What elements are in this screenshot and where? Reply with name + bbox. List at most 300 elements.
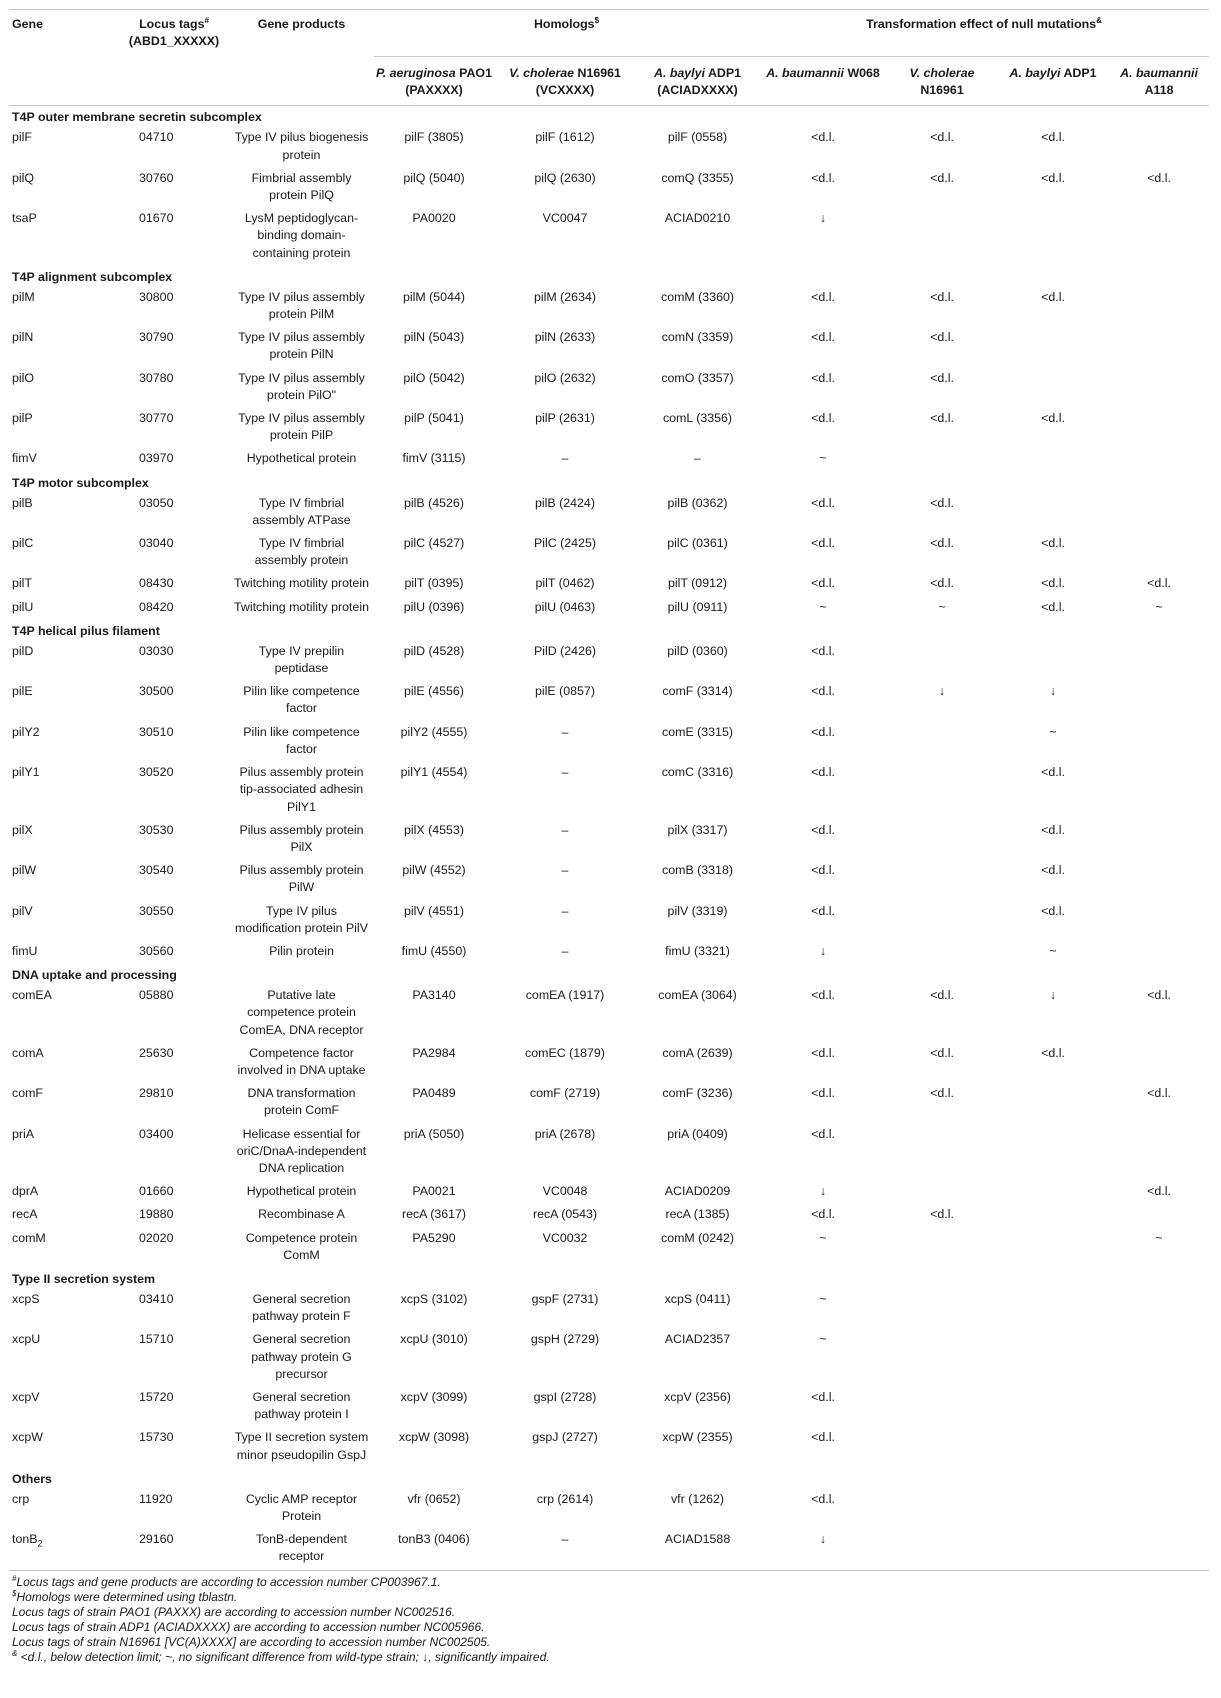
pao1-cell: pilY1 (4554)	[400, 765, 468, 780]
vc-cell: –	[561, 903, 569, 918]
locus-cell: 30800	[139, 289, 174, 304]
vc-cell: pilN (2633)	[534, 330, 596, 345]
footnote-line	[12, 1635, 1209, 1650]
header-products: Gene products	[257, 17, 346, 31]
locus-cell: 30790	[139, 330, 174, 345]
t4-cell	[1109, 448, 1209, 471]
product-cell: Fimbrial assembly protein PilQ	[251, 170, 352, 203]
vc-cell: pilT (0462)	[535, 576, 595, 591]
adp1-cell: xcpV (2356)	[664, 1389, 731, 1404]
table-row	[9, 762, 1209, 820]
gene-name: pilU	[12, 599, 34, 614]
locus-cell: 04710	[139, 130, 174, 145]
locus-cell: 03030	[139, 643, 174, 658]
t2-cell	[887, 820, 997, 860]
t4-cell: <d.l.	[1147, 1086, 1171, 1101]
t4-cell	[1109, 820, 1209, 860]
pao1-cell: PA0489	[412, 1086, 456, 1101]
locus-cell: 02020	[139, 1230, 174, 1245]
t1-species: A. baumannii	[766, 66, 844, 80]
vc-cell: –	[561, 765, 569, 780]
gene-cell	[9, 1181, 119, 1204]
vc-cell: recA (0543)	[532, 1207, 598, 1222]
product-cell: General secretion pathway protein F	[252, 1291, 351, 1324]
gene-cell	[9, 1204, 119, 1227]
t1-cell: <d.l.	[811, 411, 835, 426]
t1-cell: ↓	[819, 211, 827, 226]
table-row	[9, 533, 1209, 573]
gene-name: xcpS	[12, 1291, 40, 1306]
t1-cell: <d.l.	[811, 822, 835, 837]
t3-cell	[997, 1181, 1109, 1204]
pao1-cell: vfr (0652)	[407, 1491, 461, 1506]
product-cell: Competence factor involved in DNA uptake	[237, 1045, 366, 1077]
t4-cell	[1109, 1387, 1209, 1427]
product-cell: TonB-dependent receptor	[256, 1532, 347, 1564]
vc-cell: pilE (0857)	[535, 684, 595, 699]
t2-cell	[887, 941, 997, 964]
product-cell: Recombinase A	[258, 1207, 345, 1222]
t4-cell	[1109, 127, 1209, 167]
vc-cell: pilP (2631)	[535, 411, 595, 426]
pao1-cell: PA0021	[412, 1184, 456, 1199]
gene-cell	[9, 168, 119, 208]
pao1-cell: pilM (5044)	[403, 289, 465, 304]
t4-cell	[1109, 901, 1209, 941]
adp1-cell: pilC (0361)	[667, 536, 728, 551]
gene-cell	[9, 573, 119, 596]
t2-cell	[887, 1529, 997, 1570]
t2-cell	[887, 1289, 997, 1329]
adp1-cell: comF (3236)	[662, 1086, 733, 1101]
t2-cell: ~	[938, 599, 946, 614]
locus-cell: 30770	[139, 411, 174, 426]
t1-cell: <d.l.	[811, 130, 835, 145]
table-row	[9, 985, 1209, 1043]
header-homologs-sup: $	[594, 15, 600, 25]
gene-cell	[9, 597, 119, 620]
header-transformation-label: Transformation effect of null mutations	[866, 17, 1097, 31]
locus-cell: 29160	[139, 1532, 174, 1547]
header-t3	[997, 57, 1109, 106]
t3-cell: <d.l.	[1041, 536, 1065, 551]
gene-name: pilY2	[12, 724, 40, 739]
t1-cell: <d.l.	[811, 684, 835, 699]
gene-cell	[9, 762, 119, 820]
adp1-cell: ACIAD0210	[664, 211, 731, 226]
vc-tag: (VCXXXX)	[535, 83, 595, 98]
t2-cell	[887, 1387, 997, 1427]
t3-cell: ↓	[1049, 684, 1057, 699]
header-t2	[887, 57, 997, 106]
section-header	[9, 106, 1209, 128]
vc-cell: VC0032	[542, 1230, 588, 1245]
header-blank	[119, 57, 229, 106]
gene-cell	[9, 208, 119, 266]
table-row	[9, 641, 1209, 681]
t4-cell	[1109, 1529, 1209, 1570]
t4-cell	[1109, 722, 1209, 762]
pao1-cell: pilV (4551)	[404, 903, 464, 918]
pao1-cell: pilB (4526)	[404, 495, 464, 510]
locus-cell: 30500	[139, 684, 174, 699]
vc-cell: PilD (2426)	[534, 643, 596, 658]
gene-cell	[9, 327, 119, 367]
t1-cell: <d.l.	[811, 643, 835, 658]
gene-cell	[9, 1387, 119, 1427]
gene-cell	[9, 493, 119, 533]
vc-cell: gspJ (2727)	[532, 1430, 598, 1445]
t2-cell	[887, 1124, 997, 1182]
t4-cell	[1109, 1204, 1209, 1227]
adp1-cell: fimU (3321)	[665, 943, 730, 958]
t2-cell: <d.l.	[930, 130, 954, 145]
t3-cell	[997, 1329, 1109, 1387]
t4-cell	[1109, 327, 1209, 367]
pao1-strain: PAO1	[459, 66, 492, 80]
table-row	[9, 1124, 1209, 1182]
t2-cell	[887, 722, 997, 762]
adp1-tag: (ACIADXXXX)	[657, 83, 738, 98]
t1-cell: <d.l.	[811, 576, 835, 591]
vc-cell: pilU (0463)	[534, 599, 596, 614]
gene-cell	[9, 722, 119, 762]
locus-cell: 15730	[139, 1430, 174, 1445]
header-transformation-sup: &	[1096, 15, 1102, 25]
t3-species: A. baylyi	[1009, 66, 1061, 80]
vc-cell: crp (2614)	[536, 1491, 594, 1506]
t3-cell: <d.l.	[1041, 599, 1065, 614]
t3-cell: <d.l.	[1041, 576, 1065, 591]
t1-cell: <d.l.	[811, 1389, 835, 1404]
t2-species: V. cholerae	[909, 66, 975, 80]
t2-cell	[887, 641, 997, 681]
t3-cell: <d.l.	[1041, 863, 1065, 878]
adp1-cell: comC (3316)	[661, 765, 734, 780]
pao1-cell: PA2984	[412, 1045, 456, 1060]
t3-cell: ~	[1049, 724, 1057, 739]
t3-cell: <d.l.	[1041, 1045, 1065, 1060]
adp1-cell: comE (3315)	[662, 724, 733, 739]
vc-cell: comF (2719)	[529, 1086, 601, 1101]
pao1-species: P. aeruginosa	[376, 66, 456, 80]
t1-strain: W068	[847, 66, 880, 80]
t1-cell: <d.l.	[811, 289, 835, 304]
product-cell: Pilus assembly protein PilW	[239, 863, 364, 895]
adp1-cell: comQ (3355)	[661, 170, 734, 185]
vc-cell: VC0047	[542, 211, 588, 226]
gene-cell	[9, 1427, 119, 1467]
t2-cell: <d.l.	[930, 289, 954, 304]
gene-name: priA	[12, 1126, 35, 1141]
t2-cell: <d.l.	[930, 988, 954, 1003]
locus-cell: 03970	[139, 451, 174, 466]
t1-cell: <d.l.	[811, 495, 835, 510]
vc-cell: pilF (1612)	[535, 130, 595, 145]
t3-cell	[997, 1427, 1109, 1467]
pao1-cell: xcpS (3102)	[400, 1291, 468, 1306]
footnote-text: <d.l., below detection limit; ~, no significant difference from wild-type strain; ↓, significantly impaired.	[17, 1649, 550, 1664]
pao1-cell: xcpW (3098)	[398, 1430, 470, 1445]
t4-cell: <d.l.	[1147, 988, 1171, 1003]
product-cell: LysM peptidoglycan-binding domain-containing protein	[244, 211, 359, 260]
table-row	[9, 448, 1209, 471]
t4-cell: <d.l.	[1147, 1184, 1171, 1199]
footnote-text: Locus tags of strain N16961 [VC(A)XXXX] are according to accession number NC002505.	[12, 1634, 491, 1649]
gene-cell	[9, 1043, 119, 1083]
adp1-strain: ADP1	[707, 66, 742, 80]
t1-cell: ↓	[819, 943, 827, 958]
header-locus-sup: #	[204, 15, 209, 25]
t2-cell: <d.l.	[930, 536, 954, 551]
locus-cell: 30510	[139, 724, 174, 739]
footnote-marker: &	[12, 1648, 18, 1658]
t4-cell	[1109, 533, 1209, 573]
table-row	[9, 493, 1209, 533]
vc-cell: –	[561, 822, 569, 837]
t4-cell: <d.l.	[1147, 576, 1171, 591]
pao1-cell: pilT (0395)	[404, 576, 464, 591]
t2-cell: <d.l.	[930, 1207, 954, 1222]
gene-cell	[9, 1489, 119, 1529]
t2-cell	[887, 1329, 997, 1387]
adp1-cell: comA (2639)	[662, 1045, 733, 1060]
gene-cell	[9, 287, 119, 327]
t4-cell: <d.l.	[1147, 170, 1171, 185]
header-locus	[119, 10, 229, 57]
table-row	[9, 208, 1209, 266]
pao1-tag: (PAXXXX)	[405, 83, 463, 98]
section-header	[9, 1268, 1209, 1289]
t2-cell: ↓	[938, 684, 946, 699]
footnote-text: Locus tags of strain PAO1 (PAXXX) are according to accession number NC002516.	[12, 1604, 456, 1619]
gene-cell	[9, 368, 119, 408]
pao1-cell: PA3140	[412, 988, 456, 1003]
table-row	[9, 287, 1209, 327]
locus-cell: 08420	[139, 599, 174, 614]
pao1-cell: pilE (4556)	[404, 684, 464, 699]
t4-cell	[1109, 208, 1209, 266]
vc-cell: pilQ (2630)	[534, 170, 596, 185]
section-header	[9, 1468, 1209, 1489]
t2-cell: <d.l.	[930, 370, 954, 385]
adp1-cell: xcpS (0411)	[664, 1291, 731, 1306]
gene-cell	[9, 820, 119, 860]
gene-cell	[9, 641, 119, 681]
adp1-species: A. baylyi	[654, 66, 705, 80]
t4-cell	[1109, 408, 1209, 448]
vc-species: V. cholerae	[509, 66, 575, 80]
t2-cell	[887, 208, 997, 266]
product-cell: Cyclic AMP receptor Protein	[245, 1491, 358, 1523]
gene-name: comA	[12, 1045, 44, 1060]
gene-name: xcpV	[12, 1389, 40, 1404]
t3-cell: ↓	[1049, 988, 1057, 1003]
t1-cell: <d.l.	[811, 1491, 835, 1506]
product-cell: Type II secretion system minor pseudopilin GspJ	[234, 1430, 369, 1462]
vc-cell: –	[561, 943, 569, 958]
gene-name: pilV	[12, 903, 33, 918]
vc-cell: –	[561, 724, 569, 739]
table-row	[9, 681, 1209, 721]
pao1-cell: xcpU (3010)	[400, 1332, 468, 1347]
table-row	[9, 820, 1209, 860]
table-row	[9, 1181, 1209, 1204]
t1-cell: <d.l.	[811, 1126, 835, 1141]
t4-cell	[1109, 641, 1209, 681]
section-header	[9, 964, 1209, 985]
t1-cell: <d.l.	[811, 330, 835, 345]
t3-cell	[997, 1204, 1109, 1227]
gene-name: pilC	[12, 536, 34, 551]
gene-cell	[9, 127, 119, 167]
product-cell: General secretion pathway protein I	[252, 1389, 351, 1422]
adp1-cell: comB (3318)	[662, 863, 733, 878]
t1-cell: ~	[819, 1230, 827, 1245]
vc-cell: comEA (1917)	[525, 988, 605, 1003]
table-row	[9, 1529, 1209, 1570]
footnote-text: Homologs were determined using tblastn.	[16, 1589, 238, 1604]
t4-cell: ~	[1155, 599, 1163, 614]
vc-cell: gspF (2731)	[531, 1291, 599, 1306]
section-title: T4P outer membrane secretin subcomplex	[12, 110, 262, 125]
gene-name: tonB	[12, 1532, 38, 1547]
t1-cell: <d.l.	[811, 170, 835, 185]
t3-cell: <d.l.	[1041, 170, 1065, 185]
locus-cell: 08430	[139, 576, 174, 591]
pao1-cell: fimV (3115)	[402, 451, 466, 466]
gene-name: dprA	[12, 1184, 39, 1199]
header-vc	[494, 57, 636, 106]
t1-cell: ↓	[819, 1532, 827, 1547]
product-cell: Pilin protein	[269, 943, 334, 958]
gene-subscript: 2	[37, 1538, 43, 1549]
gene-name: pilT	[12, 576, 32, 591]
t1-cell: <d.l.	[811, 903, 835, 918]
adp1-cell: recA (1385)	[665, 1207, 730, 1222]
header-t1	[759, 57, 887, 106]
adp1-cell: pilF (0558)	[667, 130, 728, 145]
product-cell: General secretion pathway protein G precursor	[251, 1332, 352, 1381]
locus-cell: 05880	[139, 988, 174, 1003]
table-row	[9, 573, 1209, 596]
table-row	[9, 1228, 1209, 1268]
header-blank	[229, 57, 374, 106]
table-footnotes	[9, 1570, 1209, 1665]
gene-cell	[9, 985, 119, 1043]
section-title: T4P helical pilus filament	[12, 623, 160, 638]
gene-name: pilX	[12, 822, 33, 837]
product-cell: Pilin like competence factor	[243, 684, 360, 716]
gene-name: fimV	[12, 451, 37, 466]
t1-cell: <d.l.	[811, 1430, 835, 1445]
locus-cell: 30780	[139, 370, 174, 385]
vc-cell: pilB (2424)	[535, 495, 595, 510]
table-row	[9, 368, 1209, 408]
t3-cell	[997, 1387, 1109, 1427]
footnotes	[9, 1570, 1209, 1665]
pao1-cell: pilQ (5040)	[403, 170, 465, 185]
t3-cell	[997, 1228, 1109, 1268]
adp1-cell: priA (0409)	[667, 1126, 728, 1141]
product-cell: DNA transformation protein ComF	[247, 1086, 356, 1118]
vc-cell: gspH (2729)	[530, 1332, 600, 1347]
table-row	[9, 1387, 1209, 1427]
t2-cell: <d.l.	[930, 330, 954, 345]
pao1-cell: pilP (5041)	[404, 411, 464, 426]
locus-cell: 15720	[139, 1389, 174, 1404]
gene-name: pilE	[12, 684, 33, 699]
section-header	[9, 472, 1209, 493]
locus-cell: 30550	[139, 903, 174, 918]
t1-cell: <d.l.	[811, 988, 835, 1003]
section-title: Type II secretion system	[12, 1271, 156, 1286]
t3-cell: ~	[1049, 943, 1057, 958]
product-cell: Type IV pilus assembly protein PilM	[238, 289, 365, 322]
pao1-cell: pilX (4553)	[404, 822, 464, 837]
product-cell: Helicase essential for oriC/DnaA-independent DNA replication	[236, 1126, 367, 1175]
gene-cell	[9, 860, 119, 900]
header-locus-format: (ABD1_XXXXX)	[128, 34, 220, 49]
gene-name: xcpW	[12, 1430, 43, 1445]
table-row	[9, 1329, 1209, 1387]
t1-cell: ~	[819, 1291, 827, 1306]
adp1-cell: ACIAD0209	[664, 1184, 731, 1199]
locus-cell: 11920	[139, 1491, 173, 1506]
locus-cell: 30540	[139, 863, 174, 878]
table-row	[9, 327, 1209, 367]
t3-cell	[997, 448, 1109, 471]
adp1-cell: comEA (3064)	[658, 988, 737, 1003]
pao1-cell: PA5290	[412, 1230, 456, 1245]
adp1-cell: comF (3314)	[662, 684, 733, 699]
locus-cell: 30530	[139, 822, 174, 837]
t4-strain: A118	[1144, 83, 1174, 98]
pao1-cell: pilF (3805)	[404, 130, 464, 145]
gene-cell	[9, 941, 119, 964]
adp1-cell: ACIAD1588	[664, 1532, 731, 1547]
t3-cell	[997, 493, 1109, 533]
adp1-cell: pilT (0912)	[668, 576, 728, 591]
pao1-cell: priA (5050)	[403, 1126, 465, 1141]
t2-cell	[887, 762, 997, 820]
t3-cell: <d.l.	[1041, 822, 1065, 837]
table-row	[9, 1489, 1209, 1529]
t1-cell: ~	[819, 451, 827, 466]
locus-cell: 25630	[139, 1045, 174, 1060]
product-cell: Hypothetical protein	[246, 1184, 357, 1199]
table-row	[9, 941, 1209, 964]
t3-cell	[997, 368, 1109, 408]
t4-cell	[1109, 1124, 1209, 1182]
product-cell: Pilus assembly protein tip-associated adhesin PilY1	[239, 765, 364, 814]
adp1-cell: comL (3356)	[662, 411, 733, 426]
t3-cell	[997, 641, 1109, 681]
table-row	[9, 127, 1209, 167]
t2-cell	[887, 1427, 997, 1467]
footnote-marker: #	[12, 1573, 17, 1583]
t4-cell	[1109, 1489, 1209, 1529]
adp1-cell: –	[694, 451, 701, 466]
section-title: T4P motor subcomplex	[12, 475, 149, 490]
gene-name: pilD	[12, 643, 34, 658]
t1-cell: ~	[819, 599, 827, 614]
header-adp1	[636, 57, 759, 106]
locus-cell: 15710	[139, 1332, 174, 1347]
footnote-line	[12, 1575, 1209, 1590]
vc-cell: pilM (2634)	[534, 289, 596, 304]
product-cell: Hypothetical protein	[246, 451, 357, 466]
